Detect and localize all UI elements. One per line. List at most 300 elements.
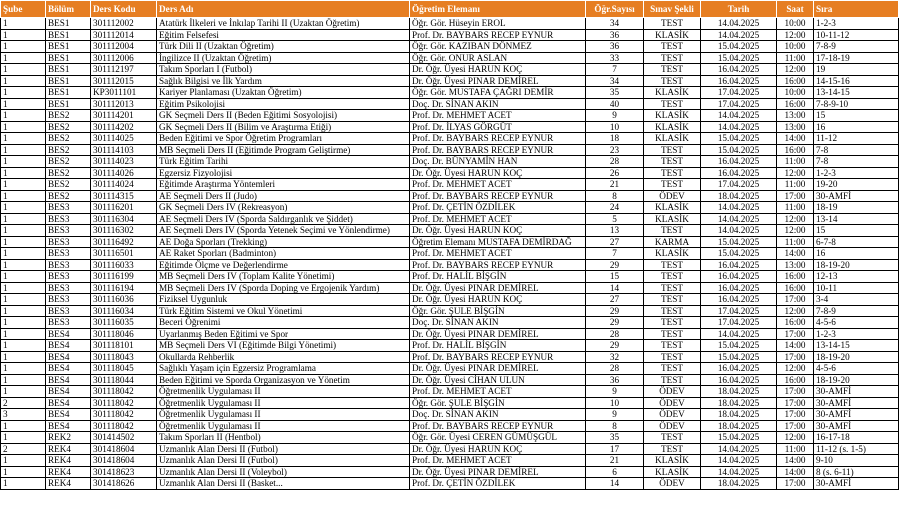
table-row xyxy=(1,144,899,156)
cell-tarih: 15.04.2025 xyxy=(701,133,777,145)
cell-ogr-sayisi: 28 xyxy=(586,328,644,340)
cell-tarih: 16.04.2025 xyxy=(701,75,777,87)
cell-sira: 7-8-9 xyxy=(814,305,899,317)
cell-saat: 12:00 xyxy=(777,225,814,237)
cell-ders-adi: AE Seçmeli Ders II (Judo) xyxy=(157,190,410,202)
cell-sinav-sekli: ÖDEV xyxy=(644,397,701,409)
table-row xyxy=(1,432,899,444)
cell-ders-adi: MB Seçmeli Ders II (Eğitimde Program Geliştirme) xyxy=(157,144,410,156)
cell-sinav-sekli: TEST xyxy=(644,75,701,87)
cell-tarih: 16.04.2025 xyxy=(701,282,777,294)
cell-ogretim-elemani: Prof. Dr. ÇETİN ÖZDİLEK xyxy=(410,478,586,490)
cell-ders-adi: Eğitimde Araştırma Yöntemleri xyxy=(157,179,410,191)
cell-sinav-sekli: TEST xyxy=(644,351,701,363)
cell-saat: 16:00 xyxy=(777,144,814,156)
cell-bolum: BES4 xyxy=(46,409,91,421)
cell-sinav-sekli: TEST xyxy=(644,64,701,76)
cell-ogretim-elemani: Prof. Dr. BAYBARS RECEP EYNUR xyxy=(410,420,586,432)
cell-ogretim-elemani: Öğr. Gör. Üyesi CEREN GÜMÜŞGÜL xyxy=(410,432,586,444)
cell-sira: 9-10 xyxy=(814,455,899,467)
cell-saat: 12:00 xyxy=(777,64,814,76)
cell-tarih: 18.04.2025 xyxy=(701,190,777,202)
cell-sube: 1 xyxy=(1,420,46,432)
cell-ders-kodu: 301118101 xyxy=(91,340,157,352)
col-header-ders-adi: Ders Adı xyxy=(157,1,410,18)
cell-sira: 11-12 xyxy=(814,133,899,145)
cell-sinav-sekli: TEST xyxy=(644,317,701,329)
cell-sira: 16-17-18 xyxy=(814,432,899,444)
cell-ogr-sayisi: 5 xyxy=(586,213,644,225)
cell-saat: 17:00 xyxy=(777,397,814,409)
cell-ders-kodu: 301112015 xyxy=(91,75,157,87)
cell-sinav-sekli: TEST xyxy=(644,340,701,352)
cell-ders-kodu: 301116304 xyxy=(91,213,157,225)
cell-bolum: BES2 xyxy=(46,121,91,133)
cell-ders-kodu: 301414502 xyxy=(91,432,157,444)
cell-ogretim-elemani: Öğr. Gör. ŞULE BİŞGİN xyxy=(410,397,586,409)
cell-tarih: 14.04.2025 xyxy=(701,328,777,340)
col-header-sube: Şube xyxy=(1,1,46,18)
cell-saat: 14:00 xyxy=(777,455,814,467)
cell-ders-kodu: 301118044 xyxy=(91,374,157,386)
cell-ders-adi: Kariyer Planlaması (Uzaktan Öğretim) xyxy=(157,87,410,99)
cell-tarih: 18.04.2025 xyxy=(701,409,777,421)
col-header-sira: Sıra xyxy=(814,1,899,18)
cell-ders-kodu: 301116501 xyxy=(91,248,157,260)
cell-ders-kodu: 301112013 xyxy=(91,98,157,110)
cell-sube: 1 xyxy=(1,294,46,306)
cell-ogr-sayisi: 9 xyxy=(586,386,644,398)
cell-sube: 1 xyxy=(1,466,46,478)
cell-saat: 17:00 xyxy=(777,190,814,202)
cell-sinav-sekli: TEST xyxy=(644,52,701,64)
table-row xyxy=(1,259,899,271)
cell-ders-kodu: 301112197 xyxy=(91,64,157,76)
cell-ogr-sayisi: 29 xyxy=(586,259,644,271)
cell-ogr-sayisi: 28 xyxy=(586,363,644,375)
cell-bolum: BES3 xyxy=(46,259,91,271)
cell-saat: 17:00 xyxy=(777,420,814,432)
cell-sinav-sekli: TEST xyxy=(644,144,701,156)
cell-bolum: BES4 xyxy=(46,351,91,363)
cell-sube: 1 xyxy=(1,340,46,352)
cell-ogretim-elemani: Dr. Öğr. Üyesi HARUN KOÇ xyxy=(410,443,586,455)
cell-ogr-sayisi: 6 xyxy=(586,466,644,478)
cell-sube: 1 xyxy=(1,305,46,317)
cell-sube: 1 xyxy=(1,52,46,64)
cell-ogr-sayisi: 14 xyxy=(586,282,644,294)
cell-bolum: BES2 xyxy=(46,156,91,168)
cell-bolum: BES1 xyxy=(46,64,91,76)
cell-ogr-sayisi: 36 xyxy=(586,374,644,386)
cell-ogr-sayisi: 14 xyxy=(586,478,644,490)
cell-ders-kodu: 301118042 xyxy=(91,397,157,409)
cell-ders-kodu: 301112006 xyxy=(91,52,157,64)
cell-sinav-sekli: ÖDEV xyxy=(644,478,701,490)
cell-sira: 19 xyxy=(814,64,899,76)
cell-ders-adi: MB Seçmeli Ders IV (Sporda Doping ve Ergojenik Yardım) xyxy=(157,282,410,294)
cell-ogr-sayisi: 35 xyxy=(586,432,644,444)
cell-sube: 1 xyxy=(1,478,46,490)
cell-ogretim-elemani: Prof. Dr. HALİL BİŞGİN xyxy=(410,271,586,283)
cell-bolum: BES3 xyxy=(46,236,91,248)
cell-ders-adi: Öğretmenlik Uygulaması II xyxy=(157,409,410,421)
cell-ogretim-elemani: Dr. Öğr. Üyesi PINAR DEMİREL xyxy=(410,363,586,375)
cell-sinav-sekli: KLASİK xyxy=(644,110,701,122)
cell-ders-kodu: 301116036 xyxy=(91,294,157,306)
cell-sira: 1-2-3 xyxy=(814,328,899,340)
cell-saat: 12:00 xyxy=(777,29,814,41)
cell-ders-adi: Sağlık Bilgisi ve İlk Yardım xyxy=(157,75,410,87)
cell-bolum: REK4 xyxy=(46,478,91,490)
cell-sinav-sekli: TEST xyxy=(644,259,701,271)
cell-ogr-sayisi: 36 xyxy=(586,41,644,53)
cell-tarih: 14.04.2025 xyxy=(701,466,777,478)
cell-tarih: 14.04.2025 xyxy=(701,455,777,467)
cell-bolum: BES2 xyxy=(46,167,91,179)
cell-ders-adi: MB Seçmeli Ders VI (Eğitimde Bilgi Yönetimi) xyxy=(157,340,410,352)
cell-saat: 16:00 xyxy=(777,282,814,294)
cell-ders-adi: Beceri Öğrenimi xyxy=(157,317,410,329)
cell-ogretim-elemani: Dr. Öğr. Üyesi HARUN KOÇ xyxy=(410,294,586,306)
cell-sira: 3-4 xyxy=(814,294,899,306)
cell-ogretim-elemani: Dr. Öğr. Üyesi HARUN KOÇ xyxy=(410,167,586,179)
cell-bolum: BES1 xyxy=(46,52,91,64)
cell-ders-kodu: 301112004 xyxy=(91,41,157,53)
cell-ogretim-elemani: Prof. Dr. BAYBARS RECEP EYNUR xyxy=(410,190,586,202)
cell-ders-kodu: 301418604 xyxy=(91,455,157,467)
cell-sinav-sekli: TEST xyxy=(644,294,701,306)
cell-sube: 1 xyxy=(1,41,46,53)
table-row xyxy=(1,443,899,455)
cell-saat: 13:00 xyxy=(777,121,814,133)
cell-tarih: 15.04.2025 xyxy=(701,340,777,352)
cell-sinav-sekli: KLASİK xyxy=(644,29,701,41)
table-row xyxy=(1,455,899,467)
cell-sira: 7-8 xyxy=(814,144,899,156)
cell-tarih: 18.04.2025 xyxy=(701,420,777,432)
cell-sinav-sekli: KLASİK xyxy=(644,121,701,133)
col-header-ogr-sayisi: Öğr.Sayısı xyxy=(586,1,644,18)
table-row xyxy=(1,248,899,260)
cell-bolum: BES2 xyxy=(46,144,91,156)
cell-ogretim-elemani: Prof. Dr. MEHMET ACET xyxy=(410,248,586,260)
cell-ders-adi: Eğitimde Ölçme ve Değerlendirme xyxy=(157,259,410,271)
cell-ogretim-elemani: Prof. Dr. İLYAS GÖRGÜT xyxy=(410,121,586,133)
cell-sube: 3 xyxy=(1,409,46,421)
cell-ders-adi: MB Seçmeli Ders IV (Toplam Kalite Yönetimi) xyxy=(157,271,410,283)
cell-ogr-sayisi: 40 xyxy=(586,98,644,110)
cell-sinav-sekli: TEST xyxy=(644,305,701,317)
table-body xyxy=(1,18,899,490)
cell-saat: 17:00 xyxy=(777,328,814,340)
cell-ogretim-elemani: Dr. Öğr. Üyesi HARUN KOÇ xyxy=(410,225,586,237)
cell-sinav-sekli: ÖDEV xyxy=(644,420,701,432)
cell-tarih: 14.04.2025 xyxy=(701,121,777,133)
cell-ders-kodu: 301118046 xyxy=(91,328,157,340)
cell-tarih: 14.04.2025 xyxy=(701,29,777,41)
table-row xyxy=(1,420,899,432)
cell-saat: 16:00 xyxy=(777,75,814,87)
cell-ders-kodu: 301116492 xyxy=(91,236,157,248)
cell-ders-kodu: 301114023 xyxy=(91,156,157,168)
cell-sira: 13-14 xyxy=(814,213,899,225)
cell-saat: 17:00 xyxy=(777,294,814,306)
cell-ders-adi: GK Seçmeli Ders IV (Rekreasyon) xyxy=(157,202,410,214)
cell-ogretim-elemani: Öğr. Gör. MUSTAFA ÇAĞRI DEMİR xyxy=(410,87,586,99)
cell-ders-kodu: 301118042 xyxy=(91,420,157,432)
cell-sube: 1 xyxy=(1,386,46,398)
cell-ogr-sayisi: 28 xyxy=(586,156,644,168)
cell-saat: 12:00 xyxy=(777,305,814,317)
cell-sube: 1 xyxy=(1,374,46,386)
cell-saat: 17:00 xyxy=(777,478,814,490)
cell-ogretim-elemani: Öğr. Gör. ONUR ASLAN xyxy=(410,52,586,64)
cell-ogr-sayisi: 8 xyxy=(586,420,644,432)
table-row xyxy=(1,167,899,179)
cell-ders-adi: Türk Eğitim Sistemi ve Okul Yönetimi xyxy=(157,305,410,317)
cell-ogretim-elemani: Prof. Dr. MEHMET ACET xyxy=(410,455,586,467)
cell-ders-adi: Öğretmenlik Uygulaması II xyxy=(157,386,410,398)
cell-ogr-sayisi: 34 xyxy=(586,75,644,87)
table-row xyxy=(1,133,899,145)
cell-sinav-sekli: KLASİK xyxy=(644,133,701,145)
table-row xyxy=(1,41,899,53)
cell-sinav-sekli: TEST xyxy=(644,98,701,110)
table-row xyxy=(1,52,899,64)
cell-saat: 17:00 xyxy=(777,351,814,363)
cell-ders-kodu: 301116199 xyxy=(91,271,157,283)
table-row xyxy=(1,29,899,41)
cell-sira: 18-19-20 xyxy=(814,351,899,363)
cell-sinav-sekli: TEST xyxy=(644,328,701,340)
cell-ogr-sayisi: 18 xyxy=(586,133,644,145)
cell-ders-kodu: 301114025 xyxy=(91,133,157,145)
cell-sube: 1 xyxy=(1,121,46,133)
cell-sube: 1 xyxy=(1,225,46,237)
cell-sinav-sekli: TEST xyxy=(644,374,701,386)
cell-sube: 1 xyxy=(1,75,46,87)
cell-bolum: BES3 xyxy=(46,317,91,329)
cell-sinav-sekli: KLASİK xyxy=(644,87,701,99)
cell-sira: 14-15-16 xyxy=(814,75,899,87)
cell-ders-kodu: 301114024 xyxy=(91,179,157,191)
cell-ders-kodu: 301112014 xyxy=(91,29,157,41)
cell-ogretim-elemani: Prof. Dr. BAYBARS RECEP EYNUR xyxy=(410,133,586,145)
cell-saat: 11:00 xyxy=(777,52,814,64)
cell-saat: 11:00 xyxy=(777,156,814,168)
cell-bolum: BES3 xyxy=(46,305,91,317)
cell-saat: 12:00 xyxy=(777,167,814,179)
cell-ders-kodu: 301114026 xyxy=(91,167,157,179)
cell-bolum: REK4 xyxy=(46,466,91,478)
cell-bolum: BES4 xyxy=(46,420,91,432)
cell-saat: 10:00 xyxy=(777,41,814,53)
cell-ders-adi: Öğretmenlik Uygulaması II xyxy=(157,420,410,432)
table-row xyxy=(1,478,899,490)
col-header-sinav-sekli: Sınav Şekli xyxy=(644,1,701,18)
cell-sinav-sekli: TEST xyxy=(644,363,701,375)
cell-bolum: REK4 xyxy=(46,455,91,467)
cell-bolum: BES4 xyxy=(46,374,91,386)
cell-bolum: BES3 xyxy=(46,282,91,294)
cell-sinav-sekli: TEST xyxy=(644,432,701,444)
cell-bolum: BES3 xyxy=(46,202,91,214)
cell-sira: 16 xyxy=(814,248,899,260)
cell-ogretim-elemani: Dr. Öğr. Üyesi PINAR DEMİREL xyxy=(410,328,586,340)
cell-tarih: 14.04.2025 xyxy=(701,443,777,455)
cell-sira: 18-19-20 xyxy=(814,259,899,271)
cell-ogr-sayisi: 23 xyxy=(586,144,644,156)
cell-sube: 1 xyxy=(1,271,46,283)
table-row xyxy=(1,236,899,248)
table-row xyxy=(1,110,899,122)
cell-ogr-sayisi: 13 xyxy=(586,225,644,237)
cell-tarih: 18.04.2025 xyxy=(701,386,777,398)
cell-sube: 1 xyxy=(1,167,46,179)
cell-ogretim-elemani: Dr. Öğr. Üyesi PINAR DEMİREL xyxy=(410,75,586,87)
cell-sinav-sekli: ÖDEV xyxy=(644,190,701,202)
cell-ders-kodu: 301116034 xyxy=(91,305,157,317)
cell-ders-adi: Takım Sporları I (Futbol) xyxy=(157,64,410,76)
table-row xyxy=(1,351,899,363)
cell-saat: 17:00 xyxy=(777,386,814,398)
cell-sira: 30-AMFİ xyxy=(814,478,899,490)
cell-ders-adi: Türk Eğitim Tarihi xyxy=(157,156,410,168)
cell-ders-kodu: 301116035 xyxy=(91,317,157,329)
cell-ogretim-elemani: Öğr. Gör. ŞULE BİŞGİN xyxy=(410,305,586,317)
cell-sube: 1 xyxy=(1,363,46,375)
table-row xyxy=(1,271,899,283)
col-header-bolum: Bölüm xyxy=(46,1,91,18)
cell-saat: 11:00 xyxy=(777,179,814,191)
cell-sube: 1 xyxy=(1,213,46,225)
cell-ogretim-elemani: Dr. Öğr. Üyesi PINAR DEMİREL xyxy=(410,282,586,294)
cell-ders-adi: İngilizce II (Uzaktan Öğretim) xyxy=(157,52,410,64)
table-row xyxy=(1,409,899,421)
cell-tarih: 16.04.2025 xyxy=(701,64,777,76)
table-row xyxy=(1,466,899,478)
cell-ogr-sayisi: 32 xyxy=(586,351,644,363)
cell-ders-kodu: 301114103 xyxy=(91,144,157,156)
header-row xyxy=(1,1,899,18)
cell-bolum: BES1 xyxy=(46,18,91,30)
col-header-saat: Saat xyxy=(777,1,814,18)
table-row xyxy=(1,213,899,225)
cell-ogretim-elemani: Öğr. Gör. KAZIBAN DÖNMEZ xyxy=(410,41,586,53)
cell-sube: 1 xyxy=(1,98,46,110)
cell-sira: 30-AMFİ xyxy=(814,386,899,398)
cell-sube: 1 xyxy=(1,351,46,363)
cell-sinav-sekli: ÖDEV xyxy=(644,409,701,421)
cell-ogretim-elemani: Öğr. Gör. Hüseyin EROL xyxy=(410,18,586,30)
cell-sube: 1 xyxy=(1,432,46,444)
table-row xyxy=(1,202,899,214)
cell-sira: 30-AMFİ xyxy=(814,420,899,432)
cell-ogr-sayisi: 21 xyxy=(586,179,644,191)
cell-sube: 1 xyxy=(1,179,46,191)
cell-saat: 14:00 xyxy=(777,248,814,260)
cell-ders-kodu: 301114202 xyxy=(91,121,157,133)
table-row xyxy=(1,328,899,340)
cell-tarih: 17.04.2025 xyxy=(701,87,777,99)
table-row xyxy=(1,98,899,110)
cell-tarih: 15.04.2025 xyxy=(701,41,777,53)
cell-sinav-sekli: KLASİK xyxy=(644,455,701,467)
cell-bolum: BES3 xyxy=(46,271,91,283)
cell-ders-kodu: 301112002 xyxy=(91,18,157,30)
cell-bolum: BES2 xyxy=(46,190,91,202)
col-header-ogretim-elemani: Öğretim Elemanı xyxy=(410,1,586,18)
cell-tarih: 16.04.2025 xyxy=(701,271,777,283)
cell-bolum: BES1 xyxy=(46,87,91,99)
table-row xyxy=(1,121,899,133)
cell-ders-adi: Türk Dili II (Uzaktan Öğretim) xyxy=(157,41,410,53)
cell-ders-adi: Beden Eğitimi ve Spor Öğretim Programları xyxy=(157,133,410,145)
cell-ders-kodu: 301418626 xyxy=(91,478,157,490)
cell-sira: 7-8 xyxy=(814,156,899,168)
cell-tarih: 18.04.2025 xyxy=(701,397,777,409)
cell-ders-adi: Eğitim Felsefesi xyxy=(157,29,410,41)
cell-ders-adi: Uzmanlık Alan Dersi II (Futbol) xyxy=(157,443,410,455)
cell-sinav-sekli: KLASİK xyxy=(644,248,701,260)
cell-sube: 1 xyxy=(1,259,46,271)
cell-sinav-sekli: KLASİK xyxy=(644,202,701,214)
table-row xyxy=(1,156,899,168)
cell-ogr-sayisi: 10 xyxy=(586,397,644,409)
table-row xyxy=(1,294,899,306)
cell-sinav-sekli: KARMA xyxy=(644,236,701,248)
cell-ders-adi: Uzmanlık Alan Dersi II (Futbol) xyxy=(157,455,410,467)
cell-sube: 1 xyxy=(1,87,46,99)
cell-sira: 15 xyxy=(814,110,899,122)
cell-ogretim-elemani: Prof. Dr. MEHMET ACET xyxy=(410,179,586,191)
cell-bolum: BES4 xyxy=(46,397,91,409)
cell-bolum: BES2 xyxy=(46,133,91,145)
cell-sinav-sekli: TEST xyxy=(644,443,701,455)
cell-sira: 4-5-6 xyxy=(814,317,899,329)
cell-sira: 10-11 xyxy=(814,282,899,294)
cell-ogretim-elemani: Prof. Dr. BAYBARS RECEP EYNUR xyxy=(410,29,586,41)
cell-bolum: BES4 xyxy=(46,386,91,398)
cell-sira: 18-19-20 xyxy=(814,374,899,386)
table-row xyxy=(1,397,899,409)
table-row xyxy=(1,18,899,30)
cell-sinav-sekli: TEST xyxy=(644,179,701,191)
cell-ders-kodu: 301114201 xyxy=(91,110,157,122)
cell-ogretim-elemani: Dr. Öğr. Üyesi HARUN KOÇ xyxy=(410,64,586,76)
cell-sinav-sekli: TEST xyxy=(644,41,701,53)
cell-tarih: 15.04.2025 xyxy=(701,144,777,156)
cell-ogr-sayisi: 29 xyxy=(586,317,644,329)
cell-ders-kodu: 301118042 xyxy=(91,386,157,398)
cell-ogretim-elemani: Prof. Dr. MEHMET ACET xyxy=(410,213,586,225)
cell-sube: 1 xyxy=(1,18,46,30)
cell-bolum: BES4 xyxy=(46,328,91,340)
cell-sira: 11-12 (s. 1-5) xyxy=(814,443,899,455)
cell-ders-adi: Egzersiz Fizyolojisi xyxy=(157,167,410,179)
cell-bolum: REK4 xyxy=(46,443,91,455)
cell-ders-adi: Sağlıklı Yaşam için Egzersiz Programlama xyxy=(157,363,410,375)
cell-sira: 7-8-9-10 xyxy=(814,98,899,110)
cell-tarih: 16.04.2025 xyxy=(701,156,777,168)
table-row xyxy=(1,363,899,375)
cell-sinav-sekli: KLASİK xyxy=(644,466,701,478)
cell-ogr-sayisi: 7 xyxy=(586,248,644,260)
cell-sube: 1 xyxy=(1,64,46,76)
cell-sube: 2 xyxy=(1,397,46,409)
cell-ders-kodu: 301116033 xyxy=(91,259,157,271)
